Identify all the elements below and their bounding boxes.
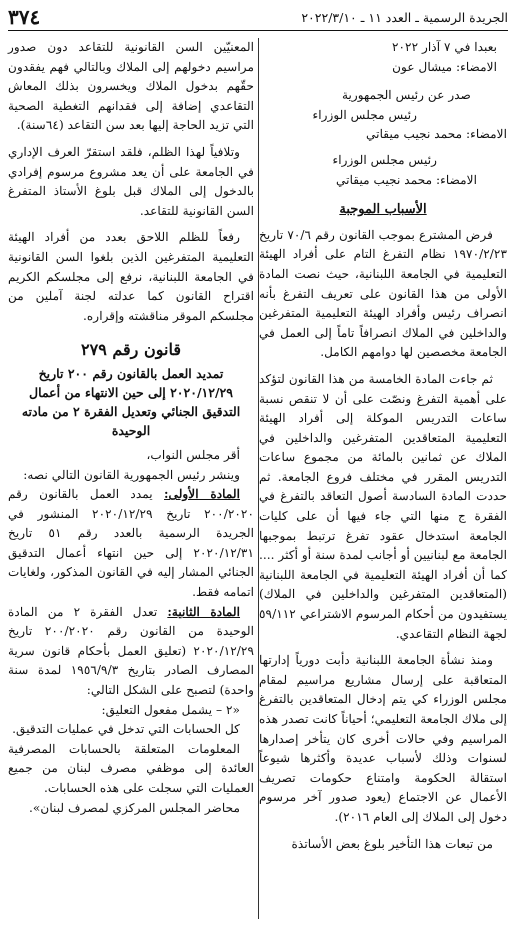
reasons-continued-2: وتلافياً لهذا الظلم، فلقد استقرّ العرف الإداري في الجامعة على أن يعد مشروع مرسوم إفرادي بالدخول إلى الملاك قبل بلوغ الأستاذ المتفرغ السن القانونية للتقاعد. bbox=[8, 144, 254, 218]
amended-text-item-2: المعلومات المتعلقة بالحسابات المصرفية العائدة إلى موظفي مصرف لبنان من جميع العمليات التي سجلت على هذه الحسابات. bbox=[8, 741, 254, 795]
signature-date: بعبدا في ٧ آذار ٢٠٢٢ bbox=[391, 40, 497, 54]
page-header bbox=[8, 6, 508, 28]
article-2-label: المادة الثانية: bbox=[167, 604, 241, 619]
reasons-continued-3: رفعاً للظلم اللاحق بعدد من أفراد الهيئة التعليمية المتفرغين الذين بلغوا السن القانونية في الجامعة اللبنانية، نرفع إلى مجلسكم الكريم اقتراح القانون كما عدلته لجنة آملين من مجلسكم الموقر مناقشته وإقراره. bbox=[8, 230, 254, 323]
reasons-paragraph-2: ثم جاءت المادة الخامسة من هذا القانون لتؤكد على أهمية التفرغ ونصّت على أن لا تنقص نسبة ساعات التدريس الموكلة إلى أفراد الهيئة التعليمية المتعاقدين المتفرغين والداخلين في الملاك عن ثمانين بالمائة من مجموع ساعات التدريس المقرر في مختلف فروع الجامعة. ثم حددت المادة السادسة أصول التعاقد بالتفرغ في الفقرة ج منها التي جاء فيها أن على كليات الجامعة استدخال عقود تفرغ ترتبط بموجبها الجامعة مع لبنانيين أو أجانب لمدة سنة أو أكثر .... كما أن أفراد الهيئة التعليمية في الجامعة اللبنانية (المتعاقدين المتفرغين والداخلين في الملاك) يستفيدون من أحكام المرسوم الاشتراعي ٥٩/١١٢ لجهة النظام التقاعدي. bbox=[259, 371, 507, 641]
article-1-text: يمدد العمل بالقانون رقم ٢٠٠/٢٠٢٠ تاريخ ٢٠٢٠/١٢/٢٩ المنشور في الجريدة الرسمية بالعدد رقم ٥١ تاريخ ٢٠٢٠/١٢/٣١ إلى حين انتهاء أعمال التدقيق الجنائي المشار إليه في القانون المذكور، ولغايات اتمامه فقط. bbox=[8, 487, 255, 600]
signature-pm-1: الامضاء: محمد نجيب ميقاتي bbox=[366, 127, 507, 142]
article-2 bbox=[8, 603, 254, 701]
law-title: قانون رقم ٢٧٩ bbox=[81, 340, 181, 360]
law-subtitle: تمديد العمل بالقانون رقم ٢٠٠ تاريخ ٢٠٢٠/١٢/٢٩ إلى حين الانتهاء من أعمال التدقيق الجنائي وتعديل الفقرة ٢ من مادته الوحيدة bbox=[21, 365, 241, 438]
amended-text-item-3: محاضر المجلس المركزي لمصرف لبنان». bbox=[29, 800, 240, 815]
signature-president: الامضاء: ميشال عون bbox=[392, 59, 497, 74]
pm-title-1: رئيس مجلس الوزراء bbox=[312, 107, 417, 122]
article-1-label: المادة الأولى: bbox=[164, 487, 240, 502]
preamble-parliament: أقر مجلس النواب، bbox=[146, 447, 240, 462]
header-rule bbox=[8, 30, 508, 31]
article-2-text: تعدل الفقرة ٢ من المادة الوحيدة من القانون رقم ٢٠٠/٢٠٢٠ تاريخ ٢٠٢٠/١٢/٢٩ (تعليق العمل بأحكام قانون سرية المصارف الصادر بتاريخ ١٩٥٦/٩/٣ لمدة سنة واحدة) لتصبح على الشكل التالي: bbox=[8, 604, 254, 698]
preamble-president: وينشر رئيس الجمهورية القانون التالي نصه: bbox=[23, 467, 240, 482]
reasons-paragraph-3: ومنذ نشأة الجامعة اللبنانية دأبت دورياً إدارتها المتعاقبة على إرسال مشاريع مراسيم لمقام مجلس الوزراء كي يتم إدخال المتعاقدين بالتفرغ إلى ملاك الجامعة التعليمي؛ أحياناً كانت تصدر هذه المراسيم وفي حالات أخرى كان يتأخر إصدارها لسنوات وذلك لأسباب عديدة وأكثرها شيوعاً استقالة الحكومة وامتناع حكومات تصريف الأعمال عن الاجتماع (يعود صدور آخر مرسوم دخول إلى الملاك إلى العام ٢٠١٦). bbox=[259, 653, 507, 824]
gazette-title: الجريدة الرسمية ـ العدد ١١ ـ ٢٠٢٢/٣/١٠ bbox=[301, 9, 508, 25]
amended-text-item-1: كل الحسابات التي تدخل في عمليات التدقيق. bbox=[12, 722, 240, 737]
amended-text-intro: «٢ – يشمل مفعول التعليق: bbox=[101, 702, 240, 717]
article-1 bbox=[8, 485, 254, 603]
section-heading: الأسباب الموجبة bbox=[339, 202, 427, 218]
reasons-paragraph-4: من تبعات هذا التأخير بلوغ بعض الأساتذة bbox=[291, 836, 493, 851]
pm-title-2: رئيس مجلس الوزراء bbox=[332, 152, 437, 167]
reasons-continued-1: المعنيّين السن القانونية للتقاعد دون صدور مراسيم دخولهم إلى الملاك وبالتالي فهم يفقدون حقّهم بدخول الملاك ويخسرون بذلك المعاش التقاعدي إضافة إلى فقدانهم التغطية الصحية التي تزيد الحاجة إليها بعد سن التقاعد (٦٤سنة). bbox=[8, 40, 254, 133]
signature-pm-2: الامضاء: محمد نجيب ميقاتي bbox=[336, 172, 477, 187]
page-number: ٣٧٤ bbox=[8, 5, 41, 29]
reasons-paragraph-1: فرض المشترع بموجب القانون رقم ٧٠/٦ تاريخ ١٩٧٠/٢/٢٣ نظام التفرغ التام على أفراد الهيئة التعليمية في الجامعة اللبنانية، حيث نصت المادة الأولى من هذا القانون على تعريف التفرغ بأنه انصراف رئيس وأفراد الهيئة التعليمية المتفرغين والداخلين في الملاك انصرافاً تاماً إلى العمل في الجامعة مخصصين لها دوامهم الكامل. bbox=[259, 227, 507, 360]
right-column bbox=[259, 38, 507, 854]
issued-by: صدر عن رئيس الجمهورية bbox=[341, 88, 471, 103]
left-column bbox=[8, 38, 254, 818]
column-divider bbox=[258, 38, 259, 919]
